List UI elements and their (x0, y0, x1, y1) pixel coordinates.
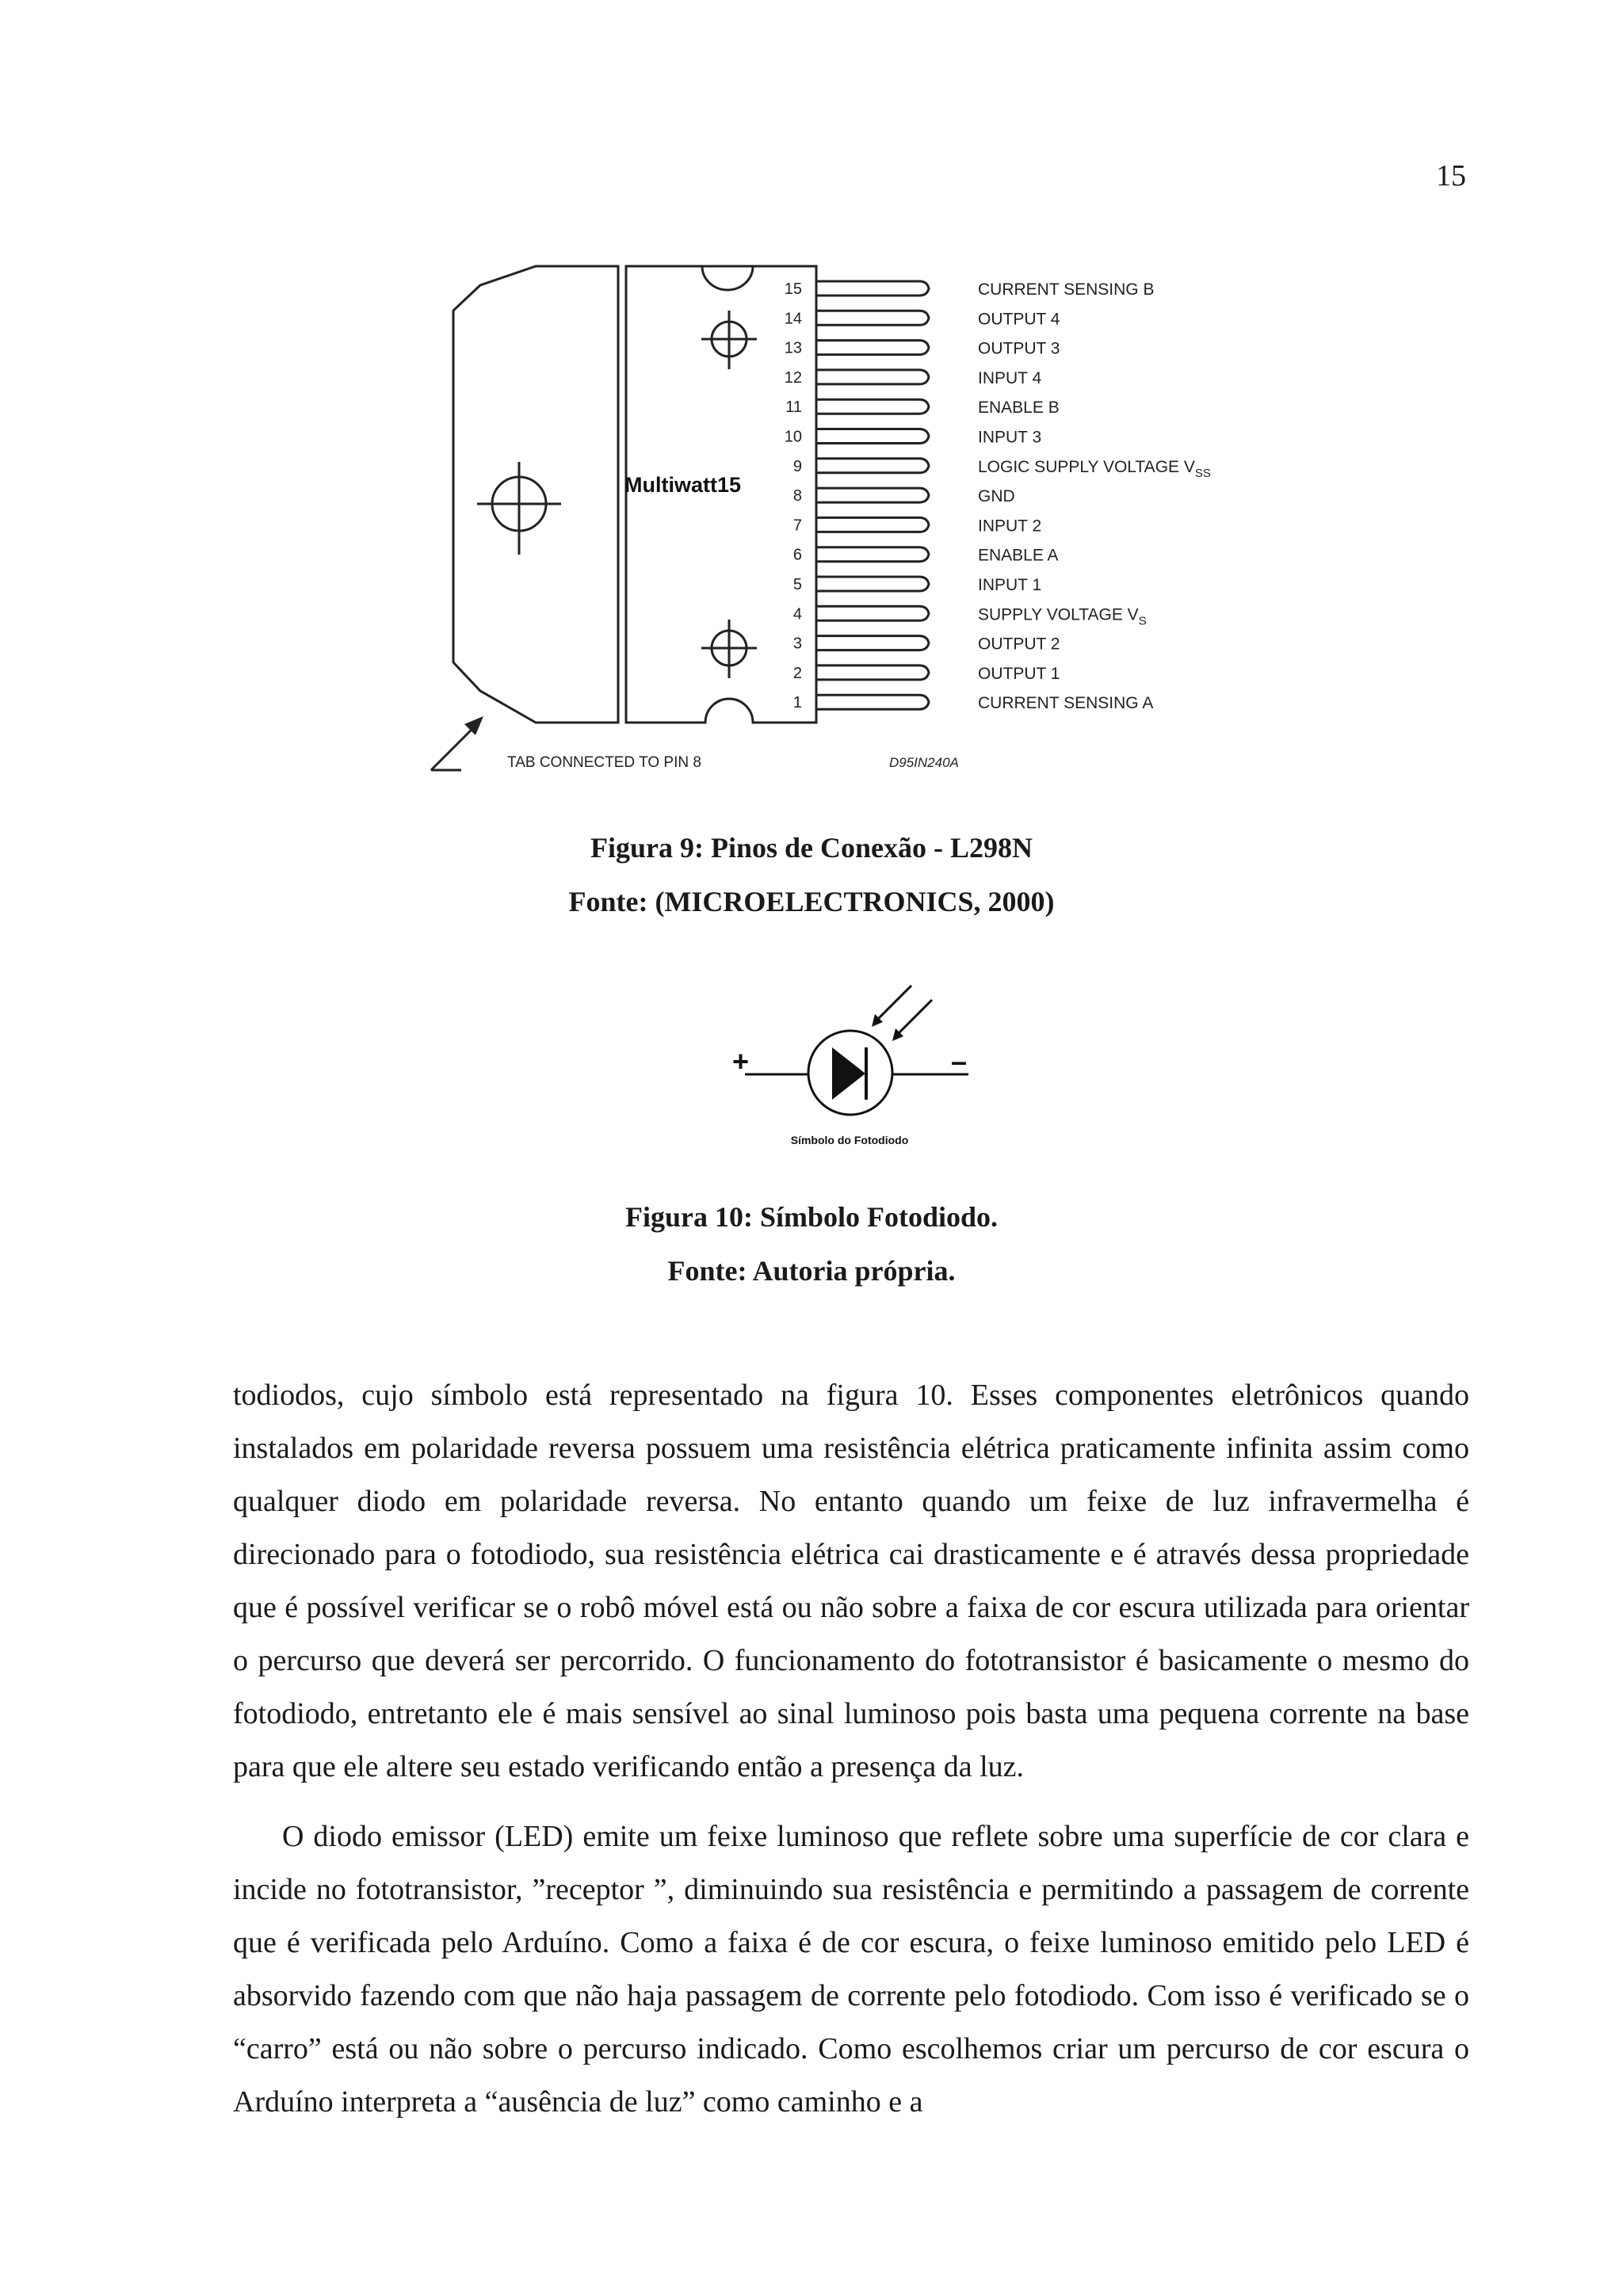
mounting-hole-icon (701, 311, 757, 369)
pin-number: 15 (784, 280, 802, 298)
pin-lead (816, 636, 929, 650)
pin-label-subscript: SS (1194, 466, 1211, 480)
pin-number: 4 (792, 605, 802, 624)
pin-lead (816, 606, 929, 620)
paragraph-1: todiodos, cujo símbolo está representado na figura 10. Esses componentes eletrônicos quando instalados em polaridade reversa possuem uma resistência elétrica praticamente infinita assim como qualquer diodo em polaridade reversa. No entanto quando um feixe de luz infravermelha é direcionado para o fotodiodo, sua resistência elétrica cai drasticamente e é através dessa propriedade que é possível verificar se o robô móvel está ou não sobre a faixa de cor escura utilizada para orientar o percurso que deverá ser percorrido. O funcionamento do fototransistor é basicamente o mesmo do fotodiodo, entretanto ele é mais sensível ao sinal luminoso pois basta uma pequena corrente na base para que ele altere seu estado verificando então a presença da luz. (233, 1379, 1469, 1783)
plus-sign: + (732, 1045, 750, 1077)
pin-lead (816, 666, 929, 680)
pin-number: 9 (792, 457, 802, 475)
figure10-caption-block (0, 1190, 1623, 1298)
pin-number: 3 (792, 635, 802, 653)
minus-sign: – (951, 1045, 968, 1077)
pin-label: OUTPUT 2 (978, 635, 1060, 654)
figure10-source: Fonte: Autoria própria. (667, 1255, 956, 1287)
pin-label: CURRENT SENSING A (978, 694, 1154, 713)
pin-lead (816, 429, 929, 444)
pin-label: ENABLE A (978, 546, 1059, 565)
heatsink-tab (453, 266, 618, 723)
code-label: D95IN240A (889, 755, 959, 770)
chip-body-top-notch (702, 266, 753, 290)
light-arrows-icon (876, 986, 932, 1035)
photodiode-symbol-diagram (713, 974, 983, 1157)
pin-label: INPUT 2 (978, 517, 1042, 536)
page-number: 15 (1436, 159, 1466, 193)
pin-label: OUTPUT 1 (978, 664, 1060, 683)
pin-lead (816, 547, 929, 562)
mounting-hole-icon (477, 462, 561, 555)
pin-lead (816, 370, 929, 384)
pin-label: GND (978, 487, 1015, 506)
pin-label: OUTPUT 3 (978, 339, 1060, 358)
pin-label: ENABLE B (978, 399, 1060, 418)
pin-lead (816, 311, 929, 325)
pin-label: OUTPUT 4 (978, 310, 1060, 329)
pin-label-subscript: S (1138, 614, 1147, 628)
pin-lead (816, 517, 929, 532)
l298n-pinout-diagram (412, 254, 1284, 792)
photodiode-triangle-icon (832, 1047, 865, 1100)
figure10-caption: Figura 10: Símbolo Fotodiodo. (624, 1201, 999, 1233)
pin-number: 6 (792, 546, 802, 564)
pin-lead (816, 488, 929, 502)
pin-lead (816, 577, 929, 591)
body-text (233, 1369, 1469, 2129)
pin-label: SUPPLY VOLTAGE $V_S$ (978, 605, 1147, 628)
photodiode-symbol-label: Símbolo do Fotodiodo (790, 1134, 909, 1146)
figure9-caption: Figura 9: Pinos de Conexão - L298N (590, 832, 1033, 864)
tab-label: TAB CONNECTED TO PIN 8 (507, 754, 701, 771)
pin-label: INPUT 3 (978, 428, 1042, 447)
pin-number: 13 (784, 339, 802, 357)
figure9-caption-block (0, 821, 1623, 929)
pin-number: 12 (784, 368, 802, 387)
mounting-hole-icon (701, 620, 757, 678)
pin-label: LOGIC SUPPLY VOLTAGE $V_{SS}$ (978, 457, 1211, 480)
figure9-source: Fonte: (MICROELECTRONICS, 2000) (568, 886, 1055, 917)
chip-label: Multiwatt15 (624, 473, 742, 497)
tab-arrow-icon (431, 727, 474, 770)
pin-number: 14 (784, 310, 802, 328)
pin-lead (816, 399, 929, 414)
pin-label: INPUT 4 (978, 368, 1042, 387)
pin-lead (816, 695, 929, 709)
pin-lead (816, 459, 929, 473)
pin-number: 8 (792, 487, 802, 505)
pin-number: 10 (784, 428, 802, 446)
pin-label: CURRENT SENSING B (978, 280, 1155, 299)
pin-lead (816, 281, 929, 296)
pin-label: INPUT 1 (978, 576, 1042, 594)
pin-number: 11 (785, 399, 802, 417)
pin-number: 7 (792, 517, 802, 535)
pin-lead (816, 341, 929, 355)
paragraph-2: O diodo emissor (LED) emite um feixe luminoso que reflete sobre uma superfície de cor clara e incide no fototransistor, ”receptor ”, diminuindo sua resistência e permitindo a passagem de corrente que é verificada pelo Arduíno. Como a faixa é de cor escura, o feixe luminoso emitido pelo LED é absorvido fazendo com que não haja passagem de corrente pelo fotodiodo. Com isso é verificado se o “carro” está ou não sobre o percurso indicado. Como escolhemos criar um percurso de cor escura o Arduíno interpreta a “ausência de luz” como caminho e a (233, 1820, 1469, 2119)
pin-number: 5 (792, 576, 802, 593)
pin-number: 1 (792, 694, 802, 712)
pin-number: 2 (792, 664, 802, 682)
